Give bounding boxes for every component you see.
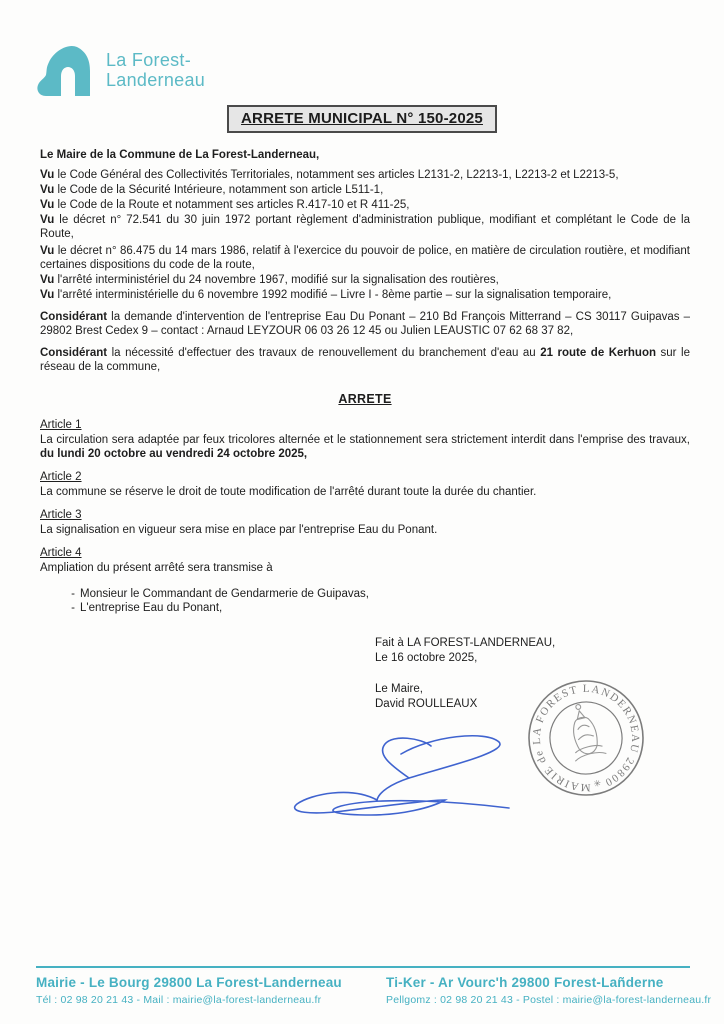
closing-date: Le 16 octobre 2025,	[375, 652, 478, 664]
article-label: Article 4	[40, 547, 82, 559]
footer-divider	[36, 966, 690, 968]
footer-address-fr: Mairie - Le Bourg 29800 La Forest-Landerneau	[36, 975, 342, 990]
article-label: Article 3	[40, 509, 82, 521]
vu-item: Vu le décret n° 86.475 du 14 mars 1986, relatif à l'exercice du pouvoir de police, en matière de circulation routière, et modifiant certaines dispositions du code de la route,	[40, 245, 690, 271]
list-item: - L'entreprise Eau du Ponant,	[40, 601, 690, 615]
footer-contact-br: Pellgomz : 02 98 20 21 43 - Postel : mairie@la-forest-landerneau.fr	[386, 994, 712, 1006]
footer-address-br: Ti-Ker - Ar Vourc'h 29800 Forest-Lañderne	[386, 975, 664, 990]
signature	[281, 716, 513, 818]
arrete-heading: ARRETE	[338, 392, 392, 406]
vu-item: Vu le décret n° 72.541 du 30 juin 1972 portant règlement d'administration publique, modifiant et complétant le Code de la Route,	[40, 214, 690, 240]
list-item: - Monsieur le Commandant de Gendarmerie de Guipavas,	[40, 587, 690, 601]
vu-item: Vu le Code Général des Collectivités Territoriales, notamment ses articles L2131-2, L2213-1, L2213-2 et L2213-5,	[40, 169, 619, 181]
closing-place: Fait à LA FOREST-LANDERNEAU,	[375, 637, 556, 649]
document-title: ARRETE MUNICIPAL N° 150-2025	[227, 105, 497, 133]
svg-text:MAIRIE de LA FOREST LANDERNEAU	[519, 671, 652, 804]
vu-item: Vu l'arrêté interministériel du 24 novembre 1967, modifié sur la signalisation des routières,	[40, 274, 499, 286]
article-label: Article 2	[40, 471, 82, 483]
footer-left	[36, 974, 342, 1008]
document-body	[40, 148, 690, 615]
arch-logo-icon	[36, 42, 98, 98]
vu-item: Vu le Code de la Sécurité Intérieure, notamment son article L511-1,	[40, 184, 384, 196]
considerant-paragraph: Considérant la nécessité d'effectuer des travaux de renouvellement du branchement d'eau au 21 route de Kerhuon sur le réseau de la commune,	[40, 347, 690, 373]
recipients-list	[40, 587, 690, 615]
dash-bullet: -	[71, 602, 75, 614]
commune-logo-text	[106, 50, 205, 90]
article-text: La commune se réserve le droit de toute modification de l'arrêté durant toute la durée du chantier.	[40, 486, 537, 498]
stamp-emblem	[562, 701, 606, 762]
vu-item: Vu le Code de la Route et notamment ses articles R.417-10 et R 411-25,	[40, 199, 410, 211]
stamp-bottom-symbol: ✳	[592, 777, 603, 790]
considerant-paragraph: Considérant la demande d'intervention de l'entreprise Eau Du Ponant – 210 Bd François Mitterrand – CS 30117 Guipavas – 29802 Brest Cedex 9 – contact : Arnaud LEYZOUR 06 03 26 12 45 ou Julien LEAUSTIC 07 62 68 37 82,	[40, 311, 690, 337]
intro-line: Le Maire de la Commune de La Forest-Landerneau,	[40, 149, 320, 161]
article-text: La circulation sera adaptée par feux tricolores alternée et le stationnement sera strictement interdit dans l'emprise des travaux, du lundi 20 octobre au vendredi 24 octobre 2025,	[40, 434, 690, 460]
article-text: Ampliation du présent arrêté sera transmise à	[40, 562, 273, 574]
dash-bullet: -	[71, 588, 75, 600]
closing-role: Le Maire,	[375, 683, 423, 695]
footer-right	[386, 974, 711, 1008]
article-text: La signalisation en vigueur sera mise en place par l'entreprise Eau du Ponant.	[40, 524, 438, 536]
logo-line1: La Forest-	[106, 50, 192, 70]
vu-item: Vu l'arrêté interministérielle du 6 novembre 1992 modifié – Livre I - 8ème partie – sur la signalisation temporaire,	[40, 289, 612, 301]
closing-name: David ROULLEAUX	[375, 698, 478, 710]
logo-line2: Landerneau	[106, 70, 206, 90]
footer-contact-fr: Tél : 02 98 20 21 43 - Mail : mairie@la-forest-landerneau.fr	[36, 994, 322, 1006]
commune-logo	[36, 42, 205, 98]
stamp-ring-text: MAIRIE de LA FOREST LANDERNEAU 29800	[530, 682, 642, 794]
article-label: Article 1	[40, 419, 82, 431]
